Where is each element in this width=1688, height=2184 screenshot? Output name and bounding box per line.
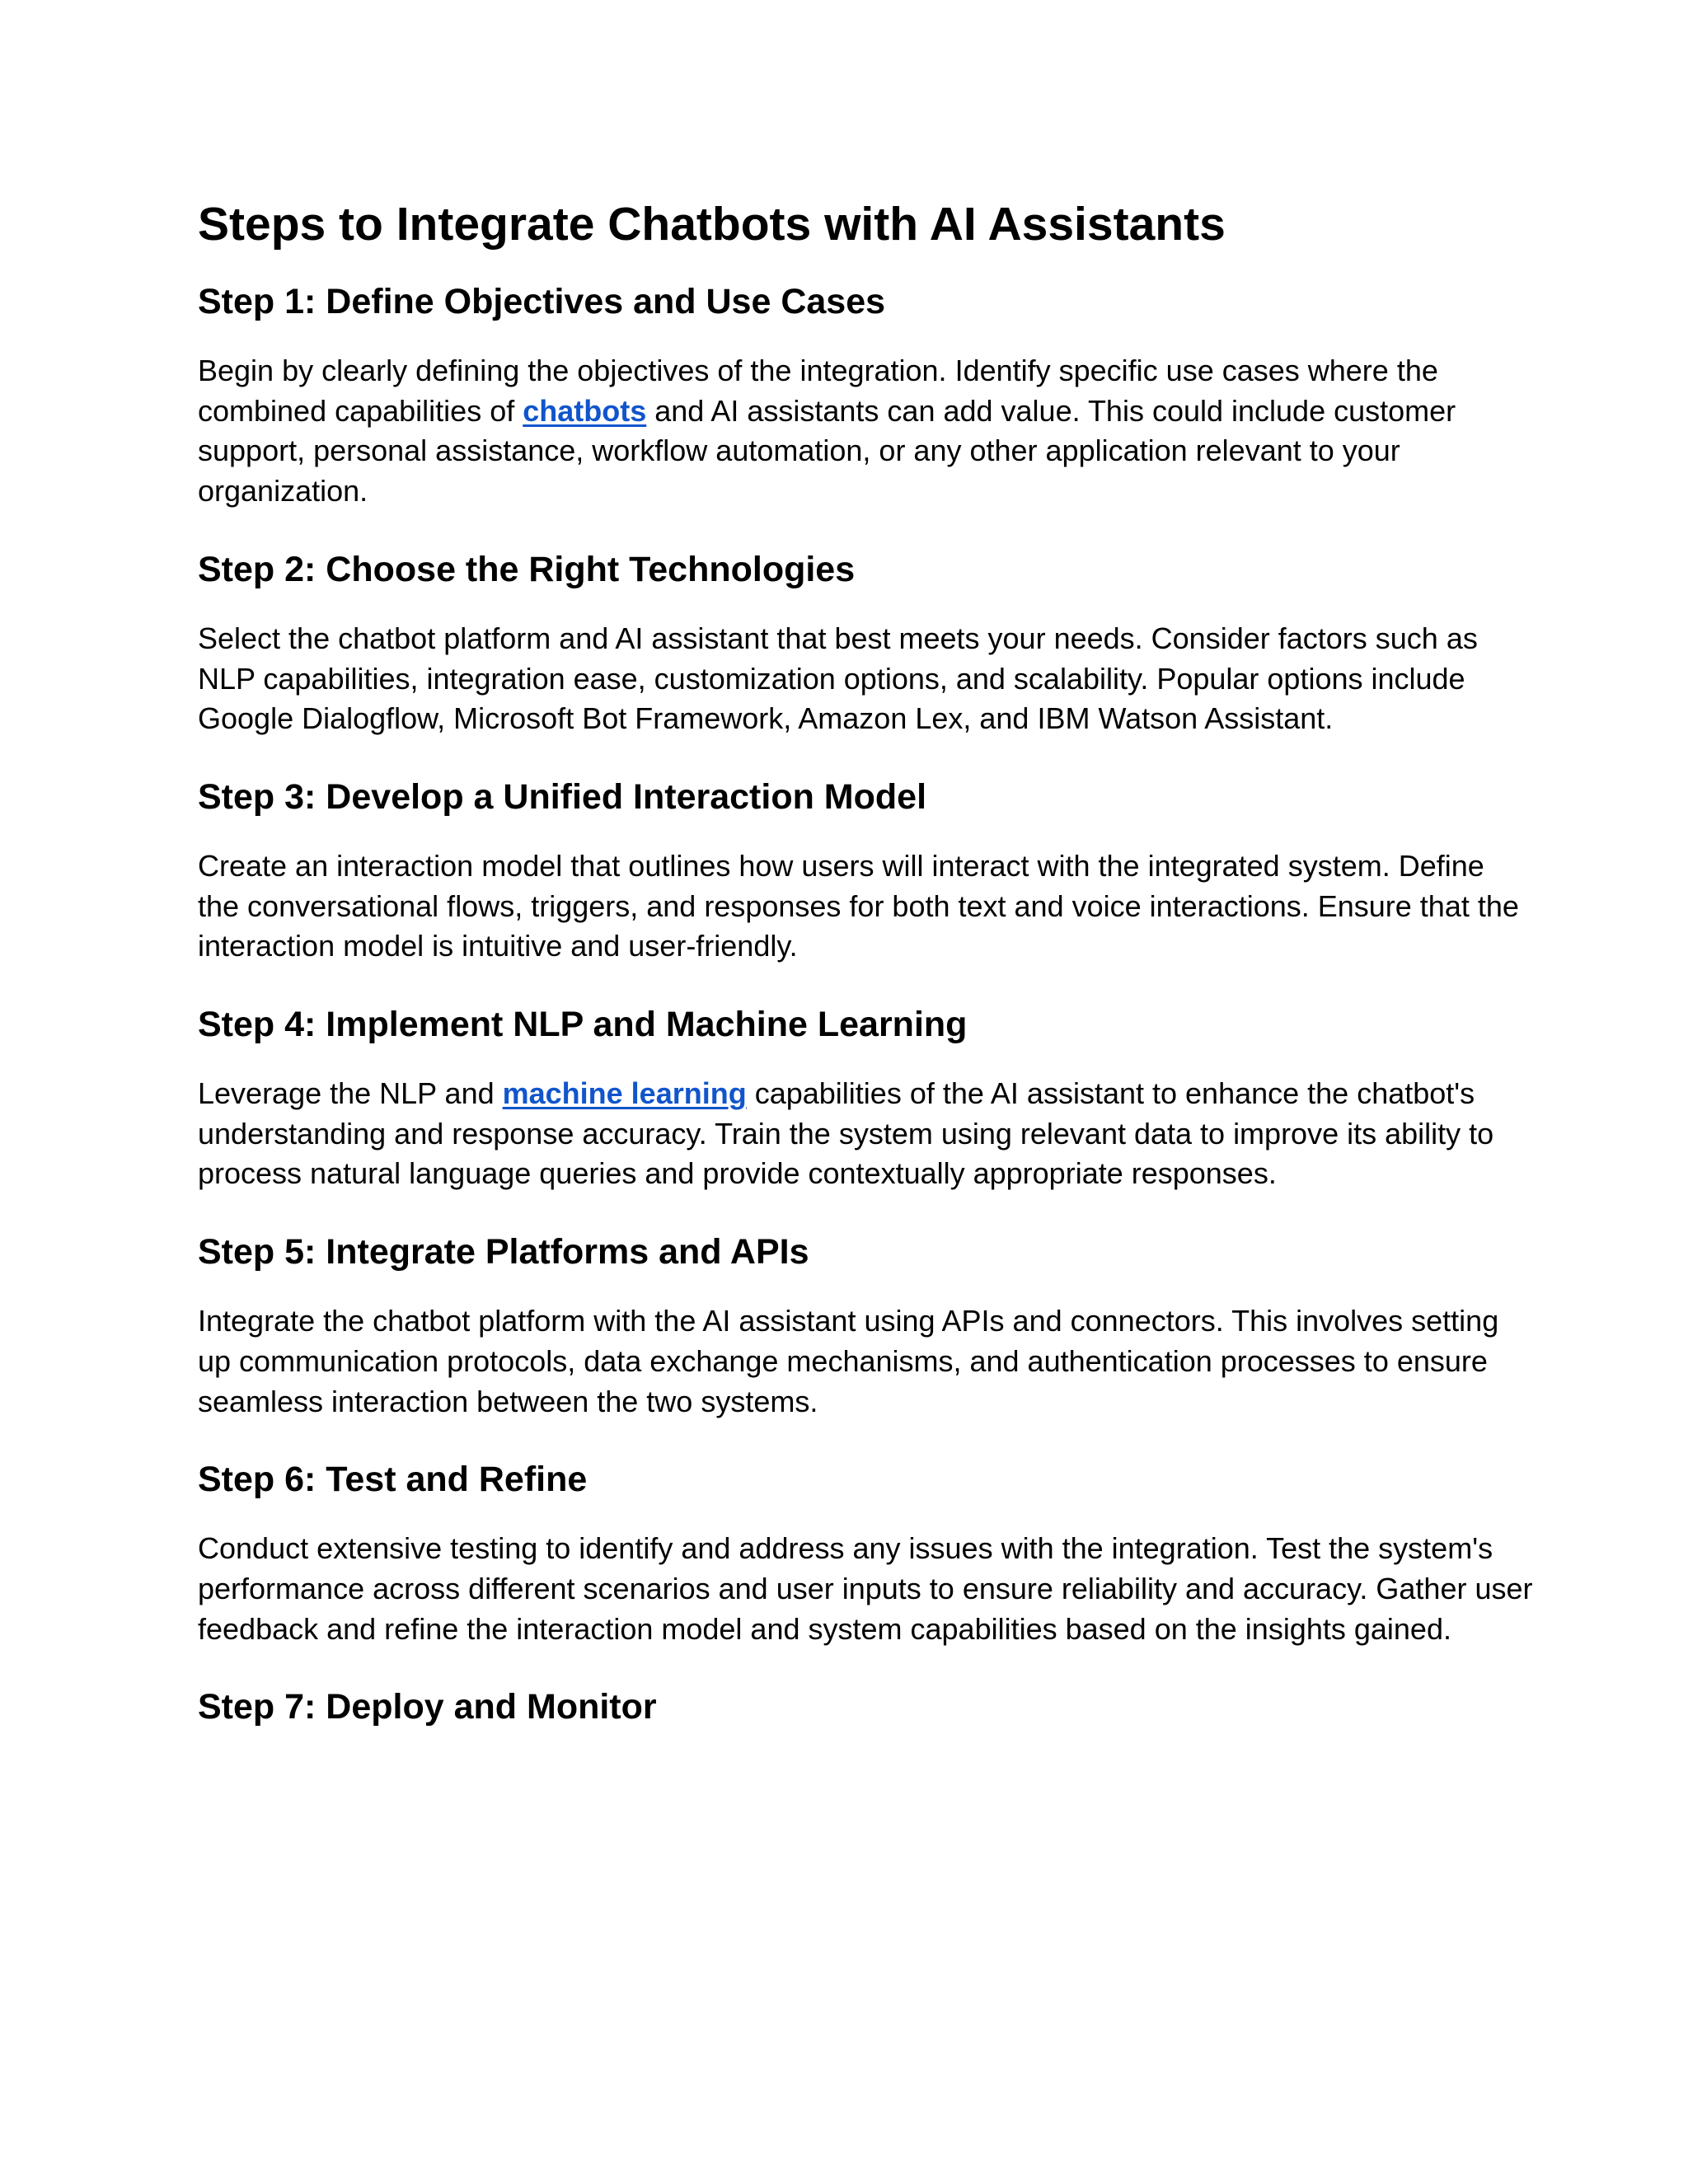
step-1-paragraph bbox=[198, 351, 1533, 512]
step-1-text-before: Begin by clearly defining the objectives of the integration. Identify specific use cases where the combined capabilities of bbox=[198, 354, 1438, 428]
step-4-heading: Step 4: Implement NLP and Machine Learning bbox=[198, 1005, 968, 1045]
step-1-text-after: and AI assistants can add value. This could include customer support, personal assistance, workflow automation, or any other application relevant to your organization. bbox=[198, 393, 1456, 509]
step-5-paragraph: Integrate the chatbot platform with the AI assistant using APIs and connectors. This involves setting up communication protocols, data exchange mechanisms, and authentication processes to ensure seamless interaction between the two systems. bbox=[198, 1304, 1499, 1418]
step-3-paragraph: Create an interaction model that outlines how users will interact with the integrated system. Define the conversational flows, triggers, and responses for both text and voice interactions. Ensure that the interaction model is intuitive and user-friendly. bbox=[198, 848, 1519, 963]
document-page bbox=[198, 191, 1533, 1756]
step-6-heading: Step 6: Test and Refine bbox=[198, 1460, 588, 1500]
step-4-text-before: Leverage the NLP and bbox=[198, 1076, 503, 1111]
step-2-heading: Step 2: Choose the Right Technologies bbox=[198, 549, 856, 589]
step-7-heading: Step 7: Deploy and Monitor bbox=[198, 1687, 657, 1727]
step-3-heading: Step 3: Develop a Unified Interaction Model bbox=[198, 776, 927, 817]
step-5-heading: Step 5: Integrate Platforms and APIs bbox=[198, 1232, 809, 1272]
step-2-paragraph: Select the chatbot platform and AI assistant that best meets your needs. Consider factors such as NLP capabilities, integration ease, customization options, and scalability. Popular options include Google Dialogflow, Microsoft Bot Framework, Amazon Lex, and IBM Watson Assistant. bbox=[198, 621, 1478, 736]
page-title: Steps to Integrate Chatbots with AI Assistants bbox=[198, 198, 1226, 251]
step-4-text-after: capabilities of the AI assistant to enhance the chatbot's understanding and response accuracy. Train the system using relevant data to improve its ability to process natural language queries and provide contextually appropriate responses. bbox=[198, 1076, 1494, 1191]
step-1-heading: Step 1: Define Objectives and Use Cases bbox=[198, 282, 886, 321]
chatbots-link[interactable]: chatbots bbox=[523, 393, 647, 428]
machine-learning-link[interactable]: machine learning bbox=[502, 1076, 747, 1111]
step-6-paragraph: Conduct extensive testing to identify and address any issues with the integration. Test the system's performance across different scenarios and user inputs to ensure reliability and accuracy. Gather user feedback and refine the interaction model and system capabilities based on the insights gained. bbox=[198, 1531, 1533, 1646]
step-4-paragraph bbox=[198, 1074, 1533, 1194]
